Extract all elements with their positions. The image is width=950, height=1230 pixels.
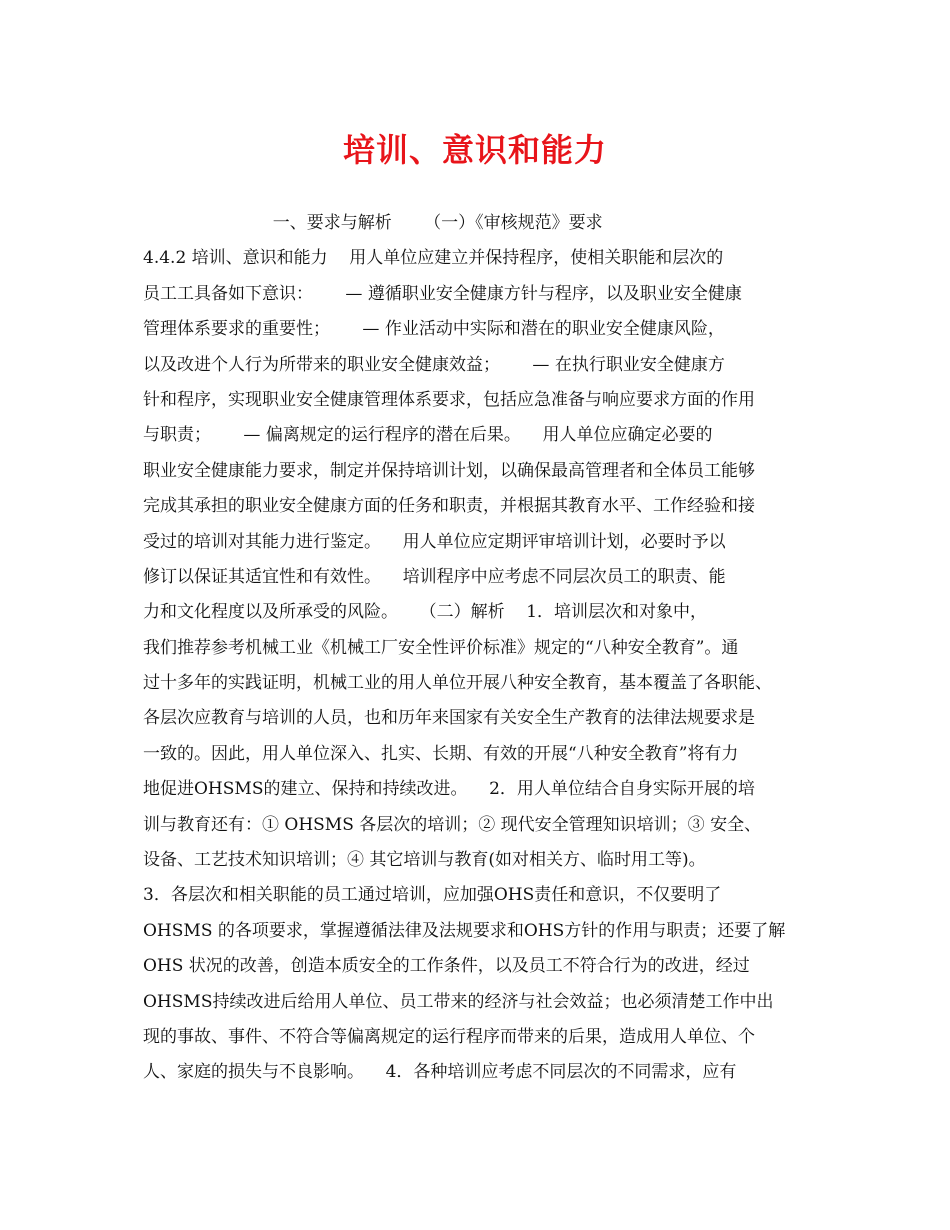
body-line: 地促进OHSMS的建立、保持和持续改进。 2．用人单位结合自身实际开展的培: [143, 779, 755, 800]
body-line: 受过的培训对其能力进行鉴定。 用人单位应定期评审培训计划，必要时予以: [143, 531, 726, 552]
body-line: 以及改进个人行为所带来的职业安全健康效益； — 在执行职业安全健康方: [143, 354, 725, 375]
body-line: OHS 状况的改善，创造本质安全的工作条件，以及员工不符合行为的改进，经过: [143, 956, 750, 977]
body-line: OHSMS 的各项要求，掌握遵循法律及法规要求和OHS方针的作用与职责；还要了解: [143, 920, 786, 941]
body-line: 3．各层次和相关职能的员工通过培训，应加强OHS责任和意识，不仅要明了: [143, 885, 722, 906]
document-title: 培训、意识和能力: [342, 131, 607, 169]
body-line: 现的事故、事件、不符合等偏离规定的运行程序而带来的后果，造成用人单位、个: [143, 1026, 755, 1047]
body-line: 我们推荐参考机械工业《机械工厂安全性评价标准》规定的“八种安全教育”。通: [143, 637, 739, 658]
document-body: [143, 206, 813, 1091]
body-line: 一、要求与解析 （一）《审核规范》要求: [143, 213, 603, 233]
body-line: 4.4.2 培训、意识和能力 用人单位应建立并保持程序，使相关职能和层次的: [143, 248, 724, 269]
body-line: 人、家庭的损失与不良影响。 4．各种培训应考虑不同层次的不同需求，应有: [143, 1062, 737, 1083]
body-line: 一致的。因此，用人单位深入、扎实、长期、有效的开展“八种安全教育”将有力: [143, 743, 739, 764]
body-line: 力和文化程度以及所承受的风险。 （二）解析 1．培训层次和对象中，: [143, 602, 708, 623]
body-line: 职业安全健康能力要求，制定并保持培训计划，以确保最高管理者和全体员工能够: [143, 460, 755, 481]
body-line: 设备、工艺技术知识培训；④ 其它培训与教育(如对相关方、临时用工等)。: [143, 850, 706, 871]
body-line: OHSMS持续改进后给用人单位、员工带来的经济与社会效益；也必须清楚工作中出: [143, 991, 774, 1012]
body-line: 完成其承担的职业安全健康方面的任务和职责，并根据其教育水平、工作经验和接: [143, 496, 755, 517]
body-line: 管理体系要求的重要性； — 作业活动中实际和潜在的职业安全健康风险，: [143, 319, 725, 340]
body-line: 修订以保证其适宜性和有效性。 培训程序中应考虑不同层次员工的职责、能: [143, 566, 726, 587]
body-line: 针和程序，实现职业安全健康管理体系要求，包括应急准备与响应要求方面的作用: [143, 389, 755, 410]
body-line: 训与教育还有：① OHSMS 各层次的培训；② 现代安全管理知识培训；③ 安全、: [143, 814, 762, 835]
body-line: 与职责； — 偏离规定的运行程序的潜在后果。 用人单位应确定必要的: [143, 425, 713, 446]
body-line: 过十多年的实践证明，机械工业的用人单位开展八种安全教育，基本覆盖了各职能、: [143, 673, 772, 694]
body-line: 员工工具备如下意识： — 遵循职业安全健康方针与程序，以及职业安全健康: [143, 283, 742, 304]
body-line: 各层次应教育与培训的人员，也和历年来国家有关安全生产教育的法律法规要求是: [143, 708, 755, 729]
